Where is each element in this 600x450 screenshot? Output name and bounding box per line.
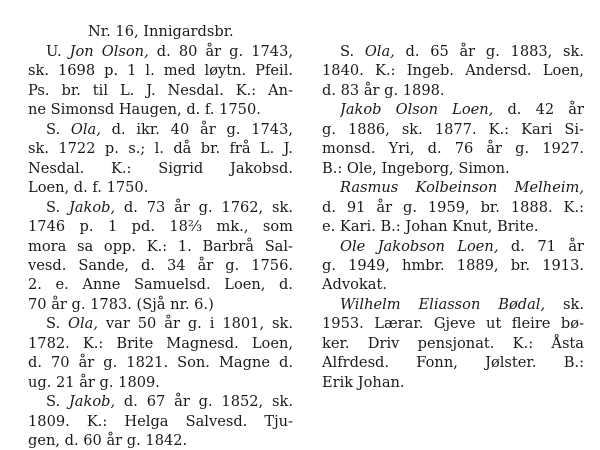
line-text: 1809. K.: Helga Salvesd. Tju-: [28, 412, 293, 430]
text-line: [46, 198, 293, 217]
text-line: [322, 198, 584, 217]
person-name: Jakob,: [68, 393, 116, 411]
line-text: ne Simonsd Haugen, d. f. 1750.: [28, 101, 261, 119]
text-line: [322, 334, 584, 353]
line-text: d. 80 år g. 1743,: [148, 43, 293, 60]
line-text: d. 83 år g. 1898.: [322, 81, 445, 99]
text-line: [322, 81, 584, 100]
line-text: d. 73 år g. 1762, sk.: [115, 198, 293, 216]
text-line: [46, 392, 293, 411]
text-line: [28, 178, 293, 197]
text-line: [340, 100, 584, 119]
line-text: S.: [46, 198, 69, 216]
text-line: [322, 159, 584, 178]
text-line: [322, 61, 584, 80]
text-line: [28, 217, 293, 236]
text-line: [28, 431, 293, 450]
text-line: [322, 275, 584, 294]
person-name: Ola,: [70, 120, 101, 138]
text-line: [340, 178, 584, 197]
line-text: 70 år g. 1783. (Sjå nr. 6.): [28, 295, 214, 313]
text-line: [322, 139, 584, 158]
person-name: Ola,: [364, 43, 395, 60]
text-line: [28, 237, 293, 256]
person-name: Jon Olson,: [69, 43, 149, 60]
person-name: Jakob,: [68, 198, 116, 216]
text-line: [322, 120, 584, 139]
text-line: [340, 42, 584, 61]
person-name: Rasmus Kolbeinson Melheim,: [340, 179, 584, 197]
text-line: [28, 139, 293, 158]
line-text: ker. Driv pensjonat. K.: Åsta: [322, 334, 584, 352]
line-text: Advokat.: [322, 276, 387, 294]
text-line: [28, 81, 293, 100]
line-text: e. Kari. B.: Johan Knut, Brite.: [322, 218, 539, 236]
line-text: vesd. Sande, d. 34 år g. 1756.: [28, 256, 293, 274]
text-line: [340, 295, 584, 314]
line-text: d. 65 år g. 1883, sk.: [394, 43, 584, 60]
line-text: sk. 1698 p. 1 l. med løytn. Pfeil.: [28, 62, 293, 80]
text-line: [28, 159, 293, 178]
line-text: sk.: [545, 295, 584, 313]
line-text: d. 71 år: [498, 237, 584, 255]
line-text: g. 1949, hmbr. 1889, br. 1913.: [322, 256, 584, 274]
person-name: Ola,: [68, 315, 99, 333]
line-text: 1840. K.: Ingeb. Andersd. Loen,: [322, 62, 584, 80]
line-text: 2. e. Anne Samuelsd. Loen, d.: [28, 276, 293, 294]
line-text: monsd. Yri, d. 76 år g. 1927.: [322, 140, 584, 158]
line-text: Ps. br. til L. J. Nesdal. K.: An-: [28, 81, 293, 99]
line-text: g. 1886, sk. 1877. K.: Kari Si-: [322, 120, 584, 138]
person-name: Ole Jakobson Loen,: [340, 237, 499, 255]
line-text: S.: [46, 393, 69, 411]
line-text: Alfrdesd. Fonn, Jølster. B.:: [322, 354, 584, 372]
person-name: Jakob Olson Loen,: [340, 101, 494, 119]
text-line: [322, 353, 584, 372]
line-text: sk. 1722 p. s.; l. då br. frå L. J.: [28, 140, 293, 158]
text-line: [28, 275, 293, 294]
line-text: Nesdal. K.: Sigrid Jakobsd.: [28, 159, 293, 177]
line-text: B.: Ole, Ingeborg, Simon.: [322, 159, 510, 177]
line-text: Loen, d. f. 1750.: [28, 179, 149, 197]
line-text: d. 70 år g. 1821. Son. Magne d.: [28, 354, 293, 372]
line-text: d. 42 år: [493, 101, 584, 119]
person-name: Wilhelm Eliasson Bødal,: [340, 295, 546, 313]
text-line: [340, 237, 584, 256]
line-text: d. ikr. 40 år g. 1743,: [100, 120, 293, 138]
line-text: d. 91 år g. 1959, br. 1888. K.:: [322, 198, 584, 216]
text-line: [28, 353, 293, 372]
line-text: var 50 år g. i 1801, sk.: [98, 315, 293, 333]
text-line: [46, 120, 293, 139]
text-line: [28, 256, 293, 275]
line-text: S.: [46, 120, 71, 138]
line-text: 1746 p. 1 pd. 18⅔ mk., som: [28, 218, 293, 236]
line-text: 1953. Lærar. Gjeve ut fleire bø-: [322, 315, 584, 333]
text-line: [28, 373, 293, 392]
text-line: [322, 256, 584, 275]
text-line: [322, 217, 584, 236]
page-heading: Nr. 16, Innigardsbr.: [88, 23, 234, 40]
text-line: [28, 334, 293, 353]
line-text: Erik Johan.: [322, 373, 405, 391]
text-line: [46, 42, 293, 61]
text-line: [28, 61, 293, 80]
text-line: [28, 100, 293, 119]
line-text: ug. 21 år g. 1809.: [28, 373, 160, 391]
text-line: [322, 314, 584, 333]
line-text: S.: [340, 43, 365, 60]
line-text: 1782. K.: Brite Magnesd. Loen,: [28, 334, 293, 352]
line-text: gen, d. 60 år g. 1842.: [28, 432, 188, 449]
text-line: [46, 314, 293, 333]
line-text: mora sa opp. K.: 1. Barbrå Sal-: [28, 237, 293, 255]
line-text: S.: [46, 315, 69, 333]
text-line: [322, 373, 584, 392]
text-line: [28, 295, 293, 314]
line-text: U.: [46, 43, 70, 60]
line-text: d. 67 år g. 1852, sk.: [115, 393, 293, 411]
text-line: [28, 412, 293, 431]
